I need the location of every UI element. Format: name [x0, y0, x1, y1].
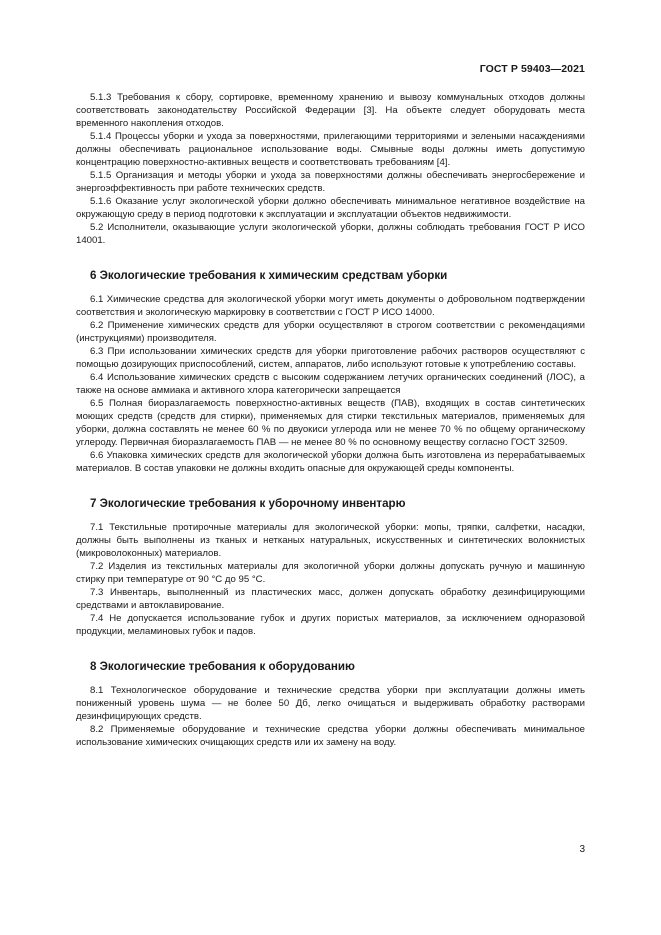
paragraph-7-3: 7.3 Инвентарь, выполненный из пластических масс, должен допускать обработку дезинфицирующими средствами и автоклавирование.: [76, 587, 585, 611]
section-8-heading: 8 Экологические требования к оборудованию: [90, 660, 355, 673]
paragraph-6-1: 6.1 Химические средства для экологической уборки могут иметь документы о добровольном подтверждении соответствия и экологическую маркировку в соответствии с ГОСТ Р ИСО 14000.: [76, 294, 585, 318]
paragraph-8-2: 8.2 Применяемые оборудование и технические средства уборки должны обеспечивать минимальное использование химических очищающих средств или их замену на воду.: [76, 724, 585, 748]
section-6-heading: 6 Экологические требования к химическим средствам уборки: [90, 269, 448, 282]
document-body: [76, 91, 585, 749]
paragraph-6-4: 6.4 Использование химических средств с высоким содержанием летучих органических соединений (ЛОС), а также на основе аммиака и активного хлора категорически запрещается: [76, 372, 585, 396]
paragraph-7-1: 7.1 Текстильные протирочные материалы для экологической уборки: мопы, тряпки, салфетки, насадки, должны быть выполнены из тканых и нетканых натуральных, искусственных и синтетических волокнистых (микроволоконных) материалов.: [76, 522, 585, 559]
page-number: 3: [579, 844, 585, 855]
paragraph-6-3: 6.3 При использовании химических средств для уборки приготовление рабочих растворов осуществляют с помощью дозирующих приспособлений, систем, аппаратов, либо используют готовые к употреблению составы.: [76, 346, 585, 370]
paragraph-6-2: 6.2 Применение химических средств для уборки осуществляют в строгом соответствии с рекомендациями (инструкциями) производителя.: [76, 320, 585, 344]
paragraph-5-1-3: 5.1.3 Требования к сбору, сортировке, временному хранению и вывозу коммунальных отходов должны соответствовать законодательству Российской Федерации [3]. На объекте следует оборудовать места временного накопления отходов.: [76, 92, 585, 129]
section-7-heading: 7 Экологические требования к уборочному инвентарю: [90, 497, 406, 510]
paragraph-5-2: 5.2 Исполнители, оказывающие услуги экологической уборки, должны соблюдать требования ГОСТ Р ИСО 14001.: [76, 222, 585, 246]
paragraph-6-5: 6.5 Полная биоразлагаемость поверхностно-активных веществ (ПАВ), входящих в состав синтетических моющих средств (средств для стирки), применяемых для стирки текстильных материалов, применяемых для уборки, должна составлять не менее 60 % по двуокиси углерода или не менее 70 % по общему органическому углероду. Первичная биоразлагаемость ПАВ — не менее 80 % по основному веществу согласно ГОСТ 32509.: [76, 398, 585, 448]
paragraph-8-1: 8.1 Технологическое оборудование и технические средства уборки при эксплуатации должны иметь пониженный уровень шума — не более 50 Дб, легко очищаться и выдерживать обработку растворами дезинфицирующих средств.: [76, 685, 585, 722]
standard-number: ГОСТ Р 59403—2021: [479, 63, 585, 75]
paragraph-7-2: 7.2 Изделия из текстильных материалы для экологичной уборки должны допускать ручную и машинную стирку при температуре от 90 °С до 95 °С.: [76, 561, 585, 585]
paragraph-7-4: 7.4 Не допускается использование губок и других пористых материалов, за исключением одноразовой продукции, меламиновых губок и падов.: [76, 613, 585, 637]
paragraph-6-6: 6.6 Упаковка химических средств для экологической уборки должна быть изготовлена из перерабатываемых материалов. В состав упаковки не должны входить опасные для окружающей среды компоненты.: [76, 450, 585, 474]
paragraph-5-1-5: 5.1.5 Организация и методы уборки и ухода за поверхностями должны обеспечивать энергосбережение и энергоэффективность при работе технических средств.: [76, 170, 585, 194]
paragraph-5-1-4: 5.1.4 Процессы уборки и ухода за поверхностями, прилегающими территориями и зелеными насаждениями должны обеспечивать рациональное использование воды. Смывные воды должны иметь допустимую концентрацию поверхностно-активных веществ и соответствовать требованиям [4].: [76, 131, 585, 168]
paragraph-5-1-6: 5.1.6 Оказание услуг экологической уборки должно обеспечивать минимальное негативное воздействие на окружающую среду в период подготовки к эксплуатации и эксплуатации объектов недвижимости.: [76, 196, 585, 220]
